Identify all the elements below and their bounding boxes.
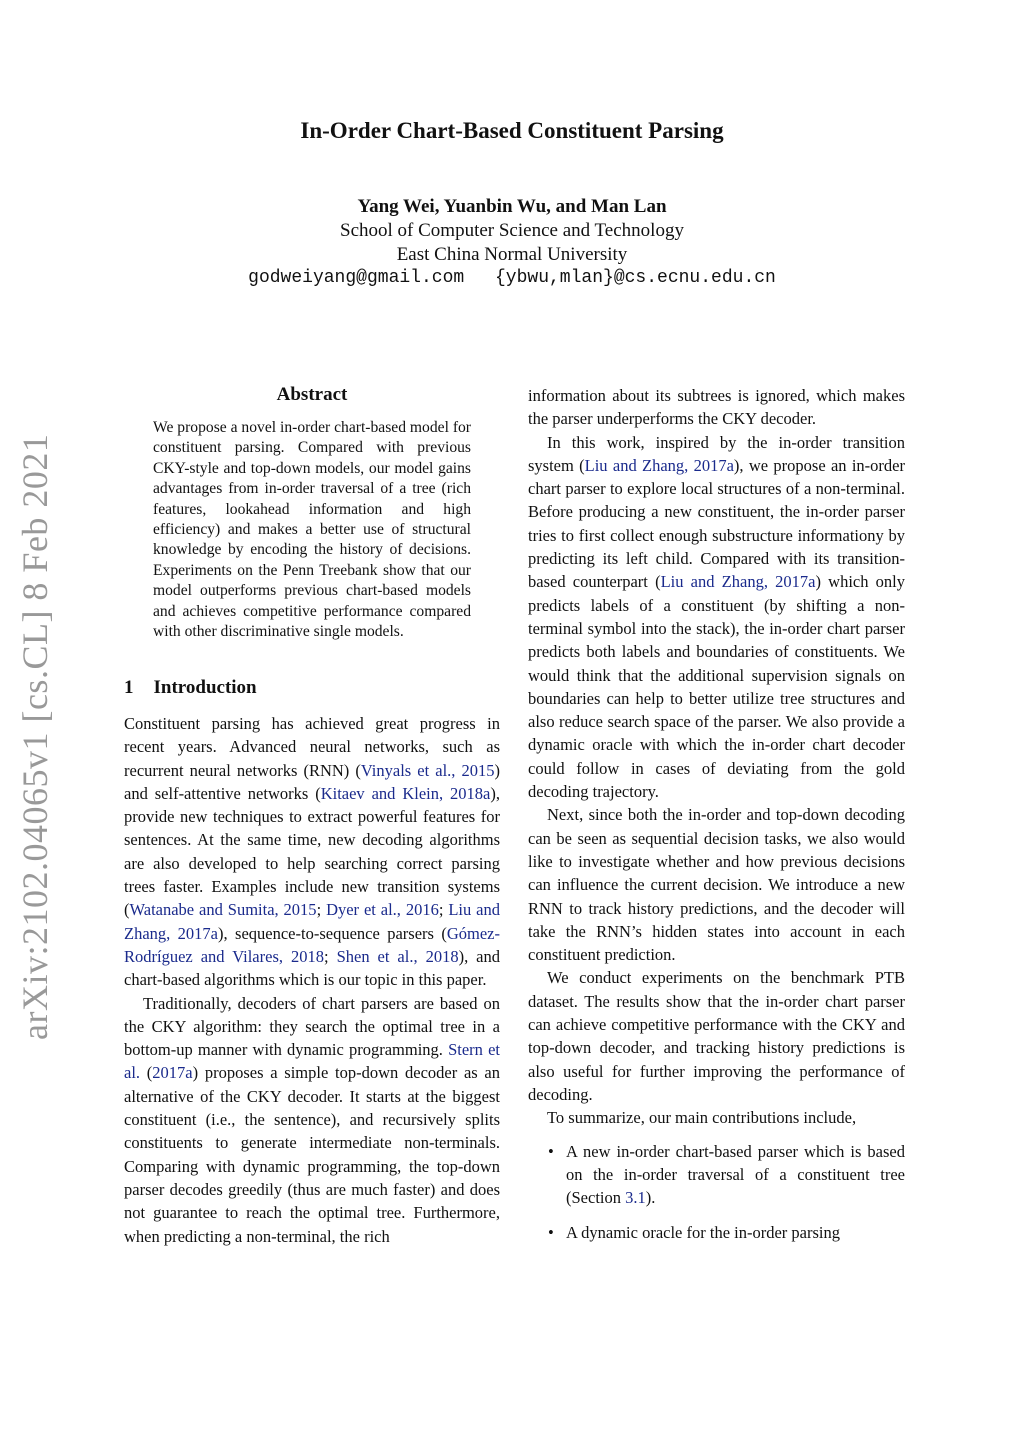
citation-link[interactable]: Liu and Zhang, 2017a	[660, 572, 816, 592]
affiliation-university: East China Normal University	[396, 244, 628, 265]
citation-link[interactable]: Gómez-Rodríguez and Vilares, 2018	[124, 923, 500, 966]
list-item: • A new in-order chart-based parser which is based on the in-order traversal of a constituent tree (Section 3.1).	[548, 1141, 905, 1208]
intro-paragraph-2: Traditionally, decoders of chart parsers are based on the CKY algorithm: they search the optimal tree in a bottom-up manner with dynamic programming. Stern et al. (2017a) proposes a simple top-down decoder as an alternative of the CKY decoder. It starts at the biggest constituent (i.e., the sentence), and recursively splits constituents to generate intermediate non-terminals. Comparing with dynamic programming, the top-down parser decodes greedily (thus are much faster) and does not guarantee to reach the optimal tree. Furthermore, when predicting a non-terminal, the rich	[124, 993, 500, 1246]
paper-title: In-Order Chart-Based Constituent Parsing	[300, 118, 724, 143]
email-1[interactable]: godweiyang@gmail.com	[248, 268, 465, 288]
citation-link[interactable]: Watanabe and Sumita, 2015	[129, 900, 317, 920]
bullet-dot: •	[548, 1223, 554, 1243]
list-item: • A dynamic oracle for the in-order parsing	[528, 1221, 905, 1244]
section-number: 1	[124, 677, 134, 698]
section-reference-link[interactable]: 3.1	[625, 1188, 646, 1208]
intro-paragraph-4: In this work, inspired by the in-order transition system (Liu and Zhang, 2017a), we propose an in-order chart parser to explore local structures of a non-terminal. Before producing a new constituent, the in-order parser tries to first collect enough substructure informationy by predicting its left child. Compared with its transition-based counterpart (Liu and Zhang, 2017a) which only predicts labels of a constituent (by shifting a non-terminal symbol into the stack), the in-order chart parser predicts both labels and boundaries of constituents. We would think that the additional supervision signals on boundaries can help to better utilize tree structures and also reduce search space of the parser. We also provide a dynamic oracle with which the in-order chart decoder could follow in cases of deviating from the gold decoding trajectory.	[528, 432, 905, 802]
author-emails	[0, 268, 1024, 288]
citation-link[interactable]: Liu and Zhang, 2017a	[124, 900, 500, 943]
affiliation-department: School of Computer Science and Technology	[340, 220, 684, 241]
citation-link[interactable]: 2017a	[152, 1063, 193, 1083]
citation-link[interactable]: Shen et al., 2018	[336, 946, 459, 966]
right-column	[528, 384, 905, 1257]
citation-link[interactable]: Liu and Zhang, 2017a	[584, 455, 734, 475]
intro-paragraph-6: We conduct experiments on the benchmark PTB dataset. The results show that the in-order chart parser can achieve competitive performance with the CKY and top-down decoder, and tracking history predictions is also useful for further improving the performance of decoding.	[528, 968, 905, 1104]
bullet-dot: •	[548, 1141, 554, 1161]
section-title: Introduction	[153, 677, 257, 698]
citation-link[interactable]: Stern et al.	[124, 1040, 500, 1083]
intro-paragraph-5: Next, since both the in-order and top-down decoding can be seen as sequential decision tasks, we also would like to investigate whether and how previous decisions can influence the current decision. We introduce a new RNN to track history predictions, and the decoder will take the RNN’s hidden states into account in each constituent prediction.	[528, 805, 905, 965]
abstract-heading: Abstract	[276, 384, 348, 405]
intro-paragraph-3: information about its subtrees is ignored, which makes the parser underperforms the CKY decoder.	[528, 386, 905, 429]
citation-link[interactable]: Vinyals et al., 2015	[360, 760, 495, 780]
arxiv-identifier: arXiv:2102.04065v1 [cs.CL] 8 Feb 2021	[15, 433, 55, 1040]
intro-paragraph-1: Constituent parsing has achieved great progress in recent years. Advanced neural networks, such as recurrent neural networks (RNN) (Vinyals et al., 2015) and self-attentive networks (Kitaev and Klein, 2018a), provide new techniques to extract powerful features for sentences. At the same time, new decoding algorithms are also developed to help searching correct parsing trees faster. Examples include new transition systems (Watanabe and Sumita, 2015; Dyer et al., 2016; Liu and Zhang, 2017a), sequence-to-sequence parsers (Gómez-Rodríguez and Vilares, 2018; Shen et al., 2018), and chart-based algorithms which is our topic in this paper.	[124, 714, 500, 990]
contributions-list	[528, 1140, 905, 1245]
email-2[interactable]: {ybwu,mlan}@cs.ecnu.edu.cn	[495, 268, 776, 288]
left-column	[124, 712, 500, 1248]
section-heading-introduction	[124, 677, 257, 699]
citation-link[interactable]: Kitaev and Klein, 2018a	[320, 783, 491, 803]
citation-link[interactable]: Dyer et al., 2016	[326, 900, 439, 920]
abstract-body: We propose a novel in-order chart-based model for constituent parsing. Compared with previous CKY-style and top-down models, our model gains advantages from in-order traversal of a tree (rich features, lookahead information and high efficiency) and makes a better use of structural knowledge by encoding the history of decisions. Experiments on the Penn Treebank show that our model outperforms previous chart-based models and achieves competitive performance compared with other discriminative single models.	[153, 419, 471, 641]
paper-authors: Yang Wei, Yuanbin Wu, and Man Lan	[357, 196, 667, 217]
intro-paragraph-7: To summarize, our main contributions include,	[547, 1108, 857, 1128]
